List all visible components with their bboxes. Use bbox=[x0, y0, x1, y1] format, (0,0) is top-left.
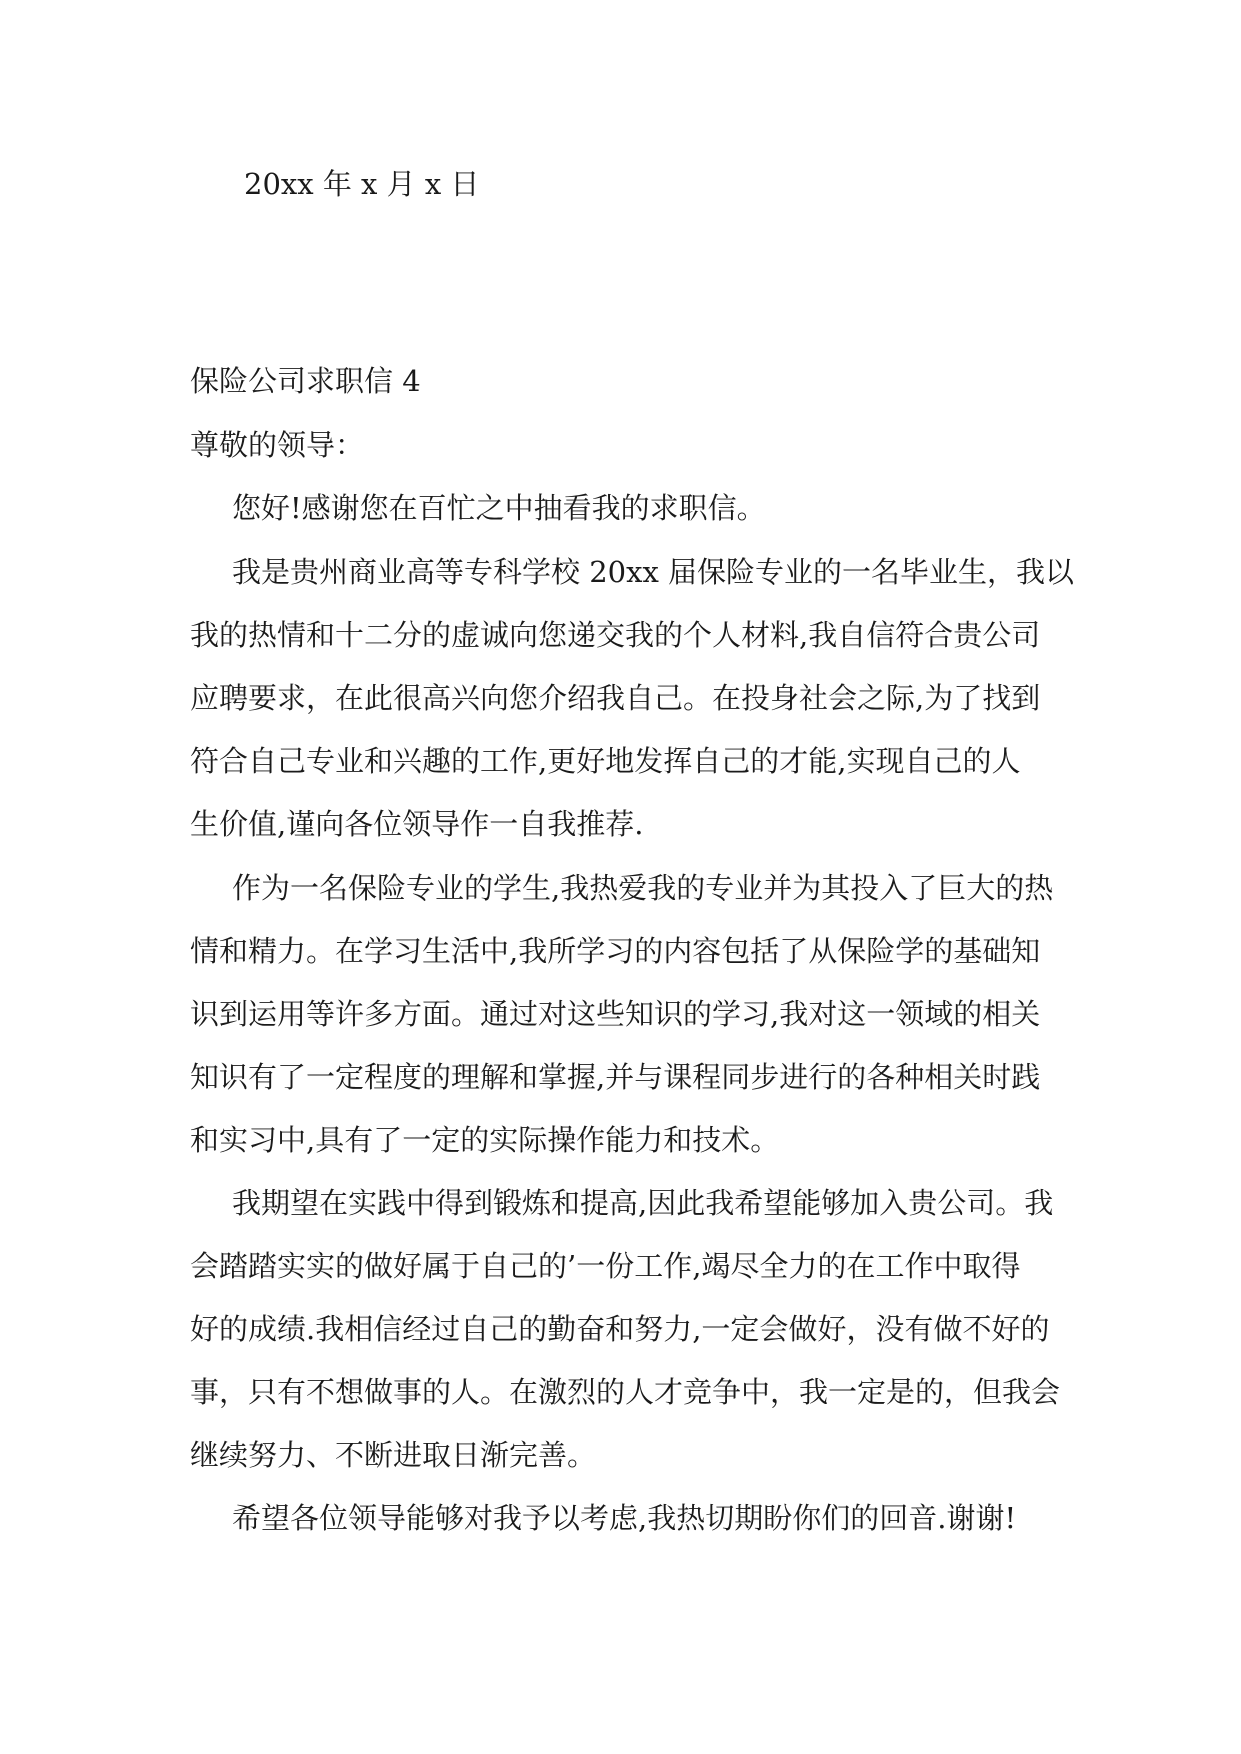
paragraph-line: 我期望在实践中得到锻炼和提高,因此我希望能够加入贵公司。我 bbox=[232, 1186, 1054, 1220]
paragraph-line: 希望各位领导能够对我予以考虑,我热切期盼你们的回音.谢谢! bbox=[232, 1501, 1017, 1535]
letter-salutation: 尊敬的领导： bbox=[190, 428, 365, 462]
paragraph-line: 情和精力。在学习生活中,我所学习的内容包括了从保险学的基础知 bbox=[190, 934, 1041, 968]
paragraph-line: 事，只有不想做事的人。在激烈的人才竞争中，我一定是的，但我会 bbox=[190, 1375, 1061, 1409]
paragraph-line: 我的热情和十二分的虚诚向您递交我的个人材料,我自信符合贵公司 bbox=[190, 618, 1041, 652]
paragraph-line: 作为一名保险专业的学生,我热爱我的专业并为其投入了巨大的热 bbox=[232, 871, 1054, 905]
letter-date: 20xx 年 x 月 x 日 bbox=[244, 167, 480, 201]
paragraph-line: 生价值,谨向各位领导作一自我推荐. bbox=[190, 807, 644, 841]
paragraph-line: 应聘要求，在此很高兴向您介绍我自己。在投身社会之际,为了找到 bbox=[190, 681, 1041, 715]
paragraph-line: 符合自己专业和兴趣的工作,更好地发挥自己的才能,实现自己的人 bbox=[190, 744, 1021, 778]
paragraph-line: 您好!感谢您在百忙之中抽看我的求职信。 bbox=[232, 491, 766, 525]
paragraph-line: 和实习中,具有了一定的实际操作能力和技术。 bbox=[190, 1123, 780, 1157]
paragraph-line: 继续努力、不断进取日渐完善。 bbox=[190, 1438, 597, 1472]
paragraph-line: 会踏踏实实的做好属于自己的’一份工作,竭尽全力的在工作中取得 bbox=[190, 1249, 1021, 1283]
paragraph-line: 我是贵州商业高等专科学校 20xx 届保险专业的一名毕业生，我以 bbox=[232, 555, 1075, 589]
paragraph-line: 识到运用等许多方面。通过对这些知识的学习,我对这一领域的相关 bbox=[190, 997, 1041, 1031]
letter-title: 保险公司求职信 4 bbox=[190, 364, 421, 398]
paragraph-line: 知识有了一定程度的理解和掌握,并与课程同步进行的各种相关时践 bbox=[190, 1060, 1041, 1094]
paragraph-line: 好的成绩.我相信经过自己的勤奋和努力,一定会做好，没有做不好的 bbox=[190, 1312, 1050, 1346]
